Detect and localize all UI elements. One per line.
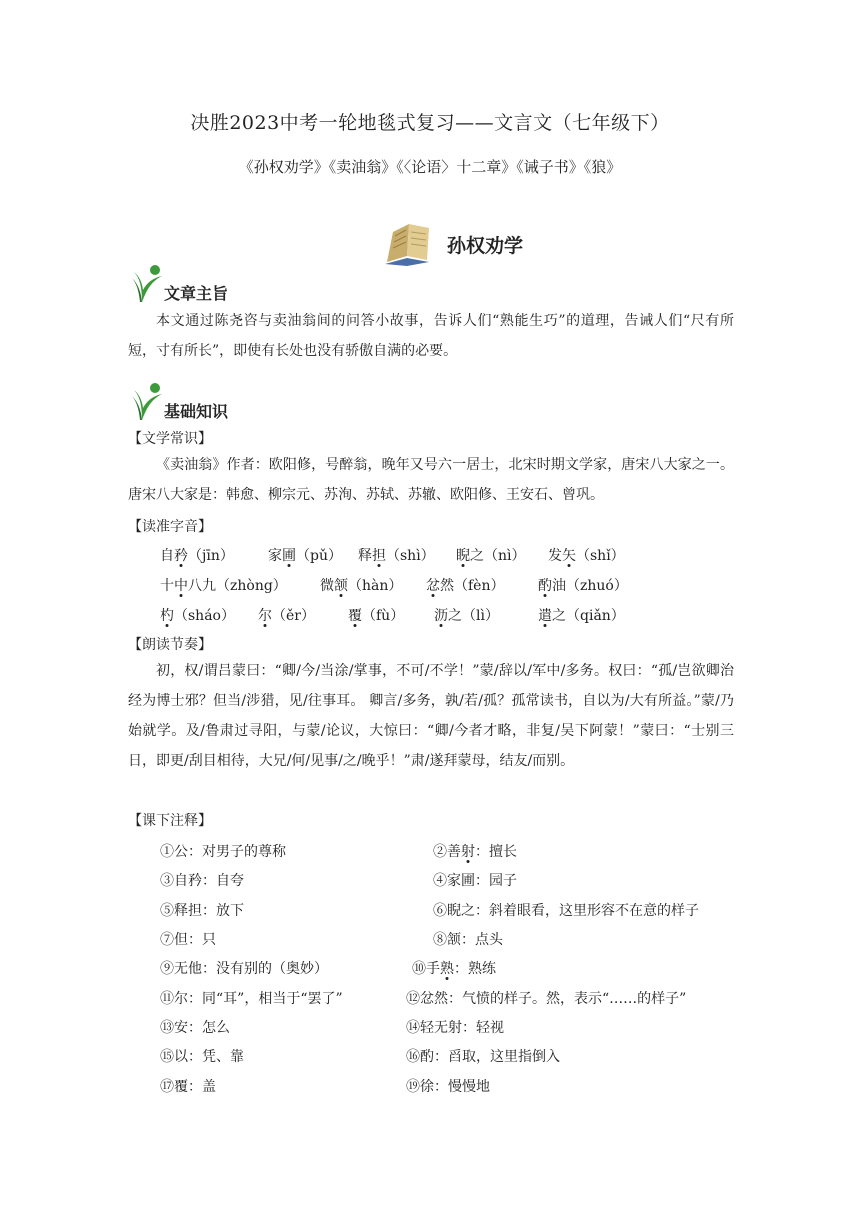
annotation-item: ⑰覆：盖 — [160, 1079, 216, 1095]
lesson-heading — [383, 222, 523, 266]
literature-paragraph: 《卖油翁》作者：欧阳修，号醉翁，晚年又号六一居士，北宋时期文学家，唐宋八大家之一。唐宋八大家是：韩愈、柳宗元、苏洵、苏轼、苏辙、欧阳修、王安石、曾巩。 — [128, 457, 734, 503]
pinyin-item: 十中八九（zhòng） — [160, 578, 287, 594]
pronunciation-label: 【读准字音】 — [128, 519, 212, 535]
document-title: 决胜2023中考一轮地毯式复习——文言文（七年级下） — [190, 112, 670, 134]
annotation-item: ⑥睨之：斜着眼看，这里形容不在意的样子 — [433, 903, 699, 919]
pinyin-item: 微颔（hàn） — [320, 578, 403, 594]
annotation-item: ⑤释担：放下 — [160, 903, 244, 919]
pinyin-item: 家圃（pǔ） — [268, 548, 342, 564]
pinyin-item: 睨之（nì） — [456, 548, 526, 564]
pinyin-item: 发矢（shǐ） — [548, 548, 625, 564]
reading-rhythm-label: 【朗读节奏】 — [128, 637, 212, 653]
annotation-item: ⑭轻无射：轻视 — [406, 1020, 504, 1036]
leaf-logo-icon — [128, 262, 168, 306]
section-heading-text: 文章主旨 — [164, 284, 229, 303]
annotation-item: ④家圃：园子 — [433, 873, 517, 889]
pinyin-item: 杓（sháo） — [160, 608, 235, 624]
pinyin-item: 遣之（qiǎn） — [538, 608, 625, 624]
pinyin-item: 覆（fù） — [348, 608, 405, 624]
document-subtitle: 《孙权劝学》《卖油翁》《〈论语〉十二章》《诫子书》《狼》 — [238, 158, 622, 176]
annotation-item: ⑮以：凭、靠 — [160, 1049, 244, 1065]
annotation-item: ⑧颔：点头 — [433, 932, 503, 948]
annotation-item: ⑲徐：慢慢地 — [406, 1079, 490, 1095]
annotation-item: ②善射：擅长 — [433, 844, 517, 860]
reading-rhythm-paragraph: 初，权/谓吕蒙曰：“卿/今/当涂/掌事，不可/不学！”蒙/辞以/军中/多务。权曰：“孤/岂欲卿治经为博士邪？但当/涉猎，见/往事耳。 卿言/多务，孰/若/孤？孤常读书，自以为/大有所益。”蒙/乃始就学。及/鲁肃过寻阳，与蒙/论议，大惊曰：“卿/今者才略，非复/吴下阿蒙！”蒙曰：“士别三日，即更/刮目相待，大兄/何/见事/之/晚乎！”肃/遂拜蒙母，结友/而别。 — [128, 663, 734, 769]
section-heading-theme — [128, 262, 228, 306]
annotation-item: ⑬安：怎么 — [160, 1020, 230, 1036]
section-heading-basics — [128, 380, 228, 424]
annotation-item: ⑦但：只 — [160, 932, 216, 948]
annotation-item: ⑨无他：没有别的（奥妙） — [160, 961, 328, 977]
pinyin-item: 沥之（lì） — [434, 608, 499, 624]
pinyin-item: 忿然（fèn） — [426, 578, 505, 594]
pinyin-item: 酌油（zhuó） — [538, 578, 628, 594]
lesson-title: 孙权劝学 — [447, 234, 524, 257]
open-book-icon — [383, 222, 437, 266]
annotation-item: ①公：对男子的尊称 — [160, 844, 286, 860]
leaf-logo-icon — [128, 380, 168, 424]
pinyin-item: 自矜（jīn） — [160, 548, 234, 564]
literature-label: 【文学常识】 — [128, 431, 212, 447]
pinyin-item: 尔（ěr） — [258, 608, 315, 624]
annotation-item: ⑫忿然：气愤的样子。然，表示“……的样子” — [406, 991, 687, 1007]
annotation-item: ⑯酌：舀取，这里指倒入 — [406, 1049, 560, 1065]
annotation-item: ③自矜：自夸 — [160, 873, 244, 889]
annotation-item: ⑪尔：同“耳”，相当于“罢了” — [160, 991, 343, 1007]
annotation-item: ⑩手熟：熟练 — [412, 961, 496, 977]
annotations-label: 【课下注释】 — [128, 813, 212, 829]
pinyin-item: 释担（shì） — [358, 548, 435, 564]
section-heading-text: 基础知识 — [164, 402, 229, 421]
theme-paragraph: 本文通过陈尧咨与卖油翁间的问答小故事，告诉人们“熟能生巧”的道理，告诫人们“尺有所短，寸有所长”，即使有长处也没有骄傲自满的必要。 — [128, 313, 734, 359]
